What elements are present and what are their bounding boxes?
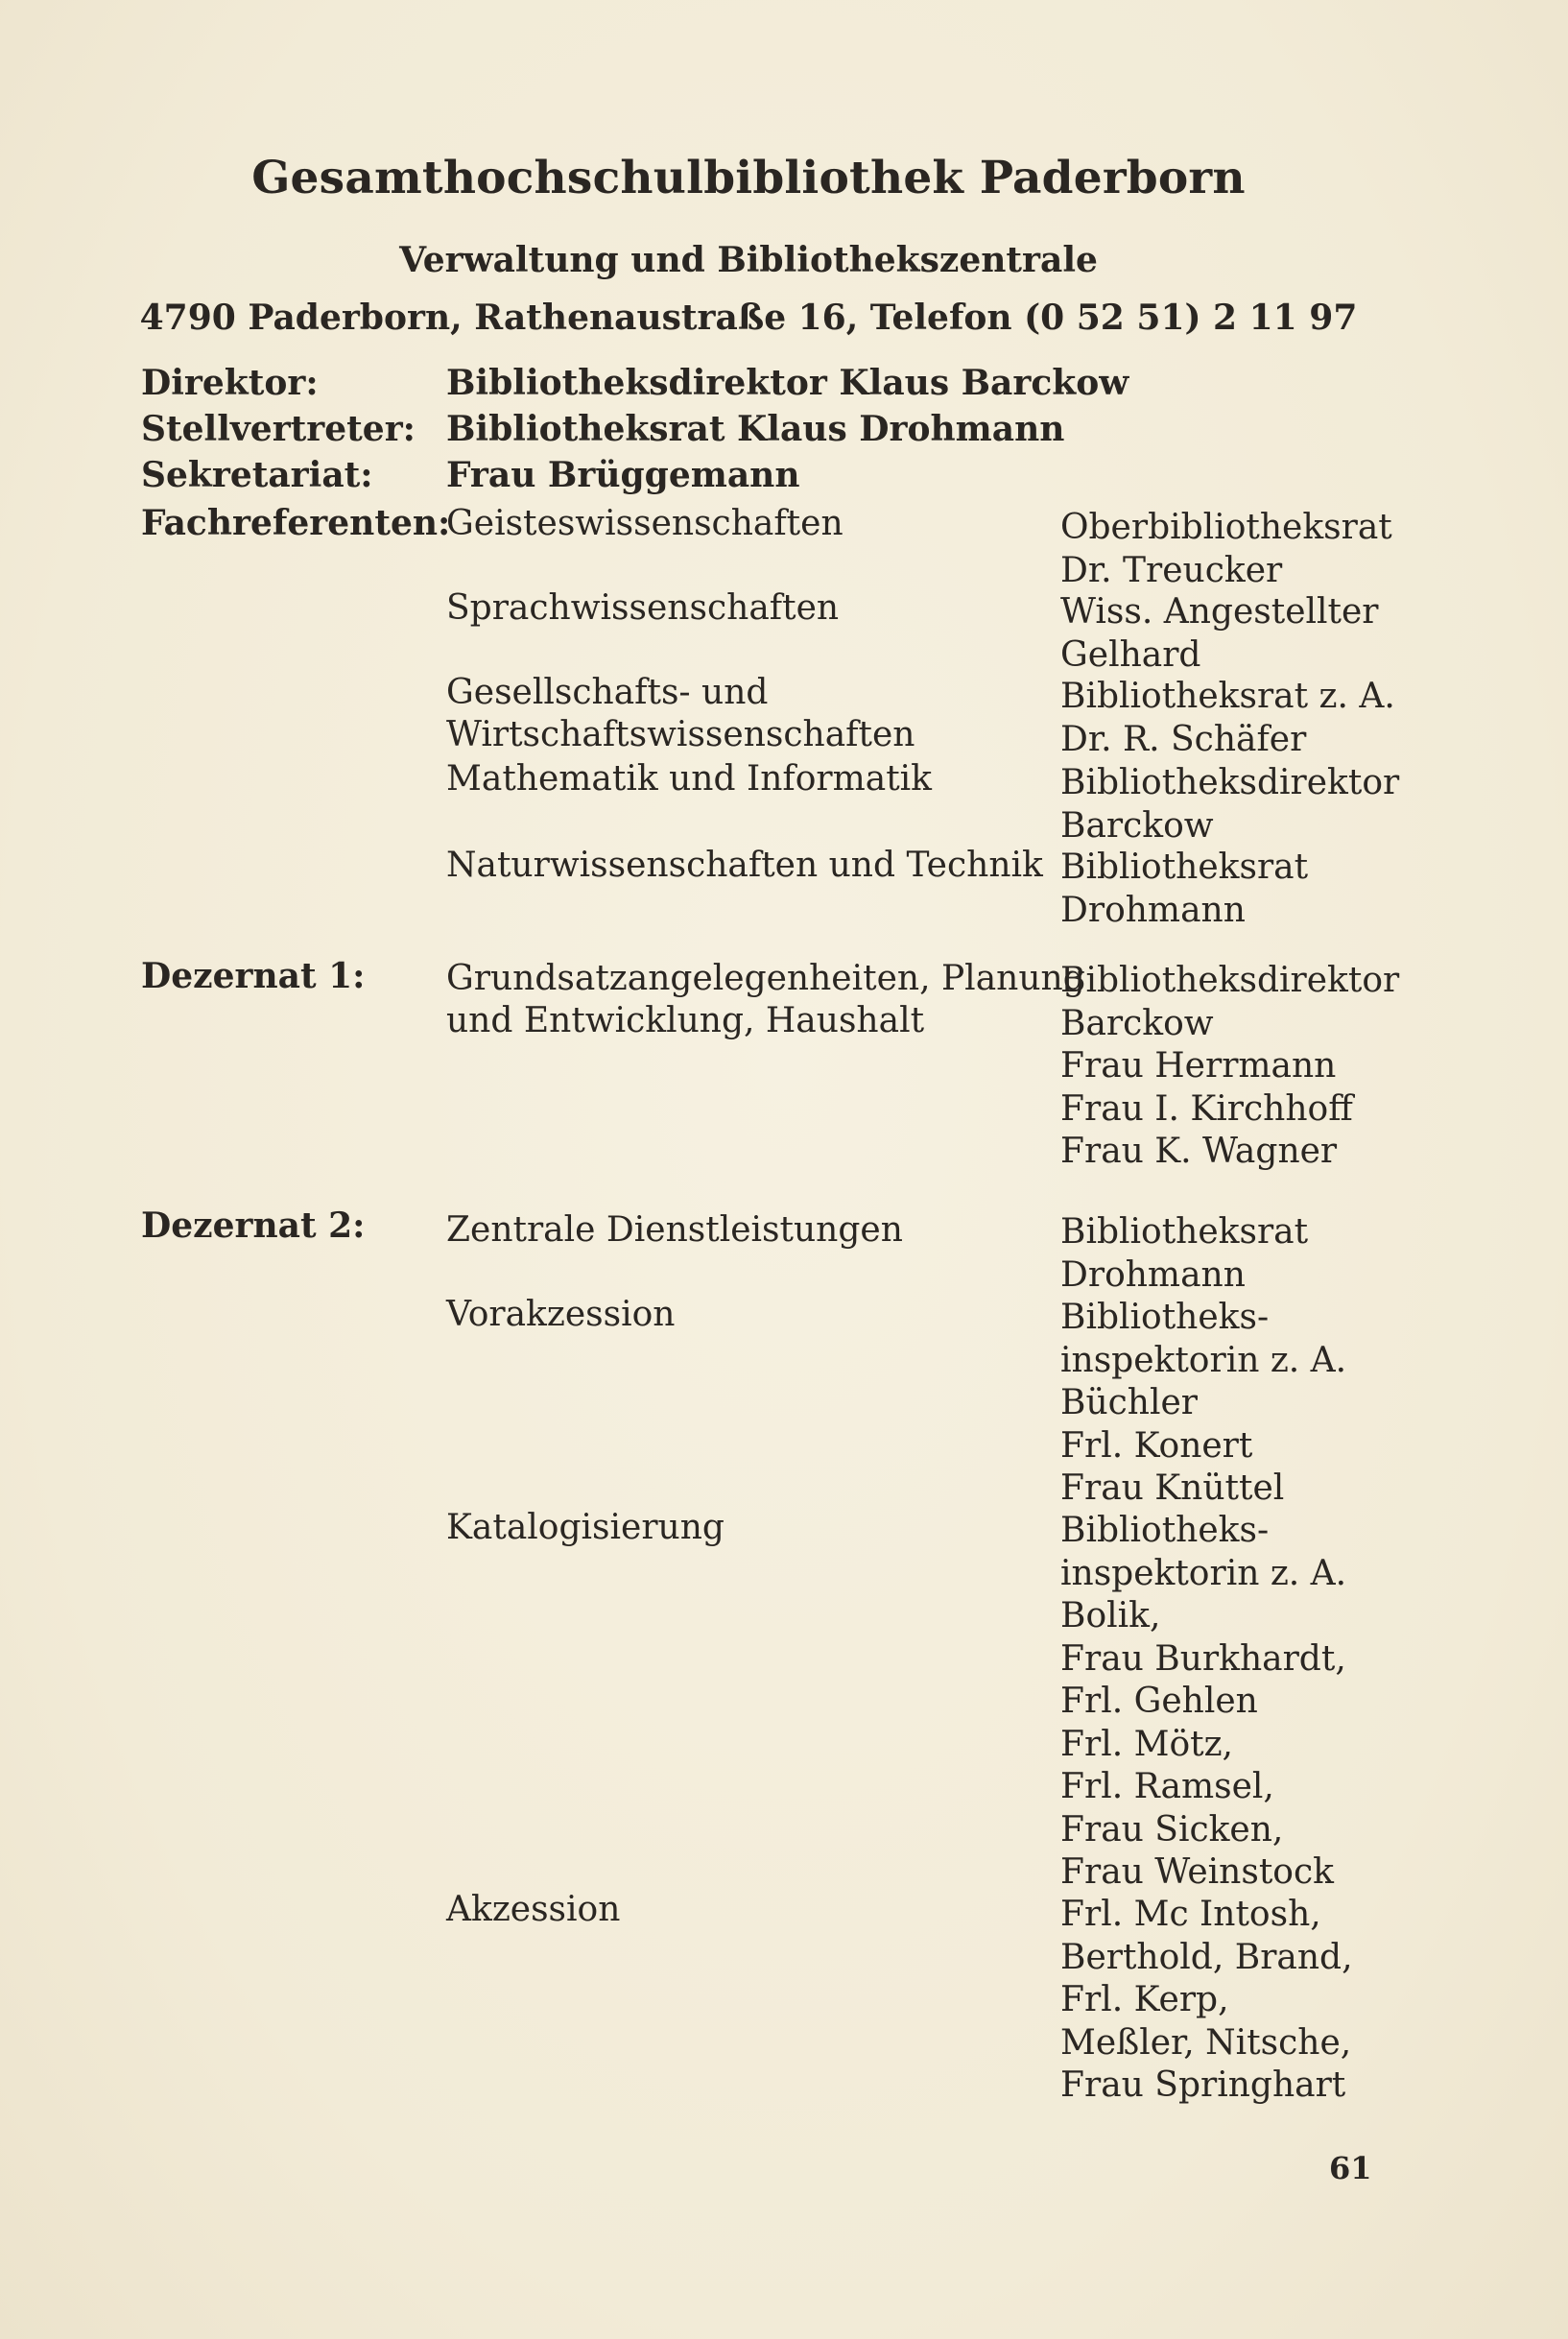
person-line: Bibliotheksdirektor <box>1060 763 1400 802</box>
secretariat-label: Sekretariat: <box>141 455 373 495</box>
person-line: Frau Springhart <box>1060 2065 1346 2105</box>
person-line: inspektorin z. A. <box>1060 1553 1347 1593</box>
director-row <box>0 363 1568 411</box>
director-label: Direktor: <box>141 363 319 403</box>
dezernat-1-label: Dezernat 1: <box>141 956 366 996</box>
area-line: Vorakzession <box>446 1295 676 1334</box>
fach-entry-1-area <box>446 503 1041 545</box>
person-line: Wiss. Angestellter <box>1060 592 1379 632</box>
person-line: Frl. Mötz, <box>1060 1724 1233 1764</box>
person-line: Frau Weinstock <box>1060 1852 1334 1892</box>
dezernat-1-area <box>446 958 1085 1042</box>
fach-entry-5-people <box>1060 847 1540 932</box>
area-line: Geisteswissenschaften <box>446 504 843 543</box>
person-line: Drohmann <box>1060 1254 1246 1295</box>
fach-entry-5-area <box>446 845 1041 887</box>
secretariat-row <box>0 455 1568 503</box>
fach-entry-3-people <box>1060 676 1540 761</box>
dez2-entry-1-area <box>446 1209 1041 1252</box>
page-number: 61 <box>1329 2150 1372 2186</box>
page-title: Gesamthochschulbibliothek Paderborn <box>251 152 1246 204</box>
deputy-value: Bibliotheksrat Klaus Drohmann <box>446 409 1065 449</box>
deputy-row <box>0 409 1568 457</box>
person-line: Gelhard <box>1060 634 1201 675</box>
person-line: Frau K. Wagner <box>1060 1132 1338 1171</box>
person-line: Bibliotheksrat <box>1060 1212 1309 1252</box>
person-line: Bibliotheks- <box>1060 1511 1270 1550</box>
person-line: Drohmann <box>1060 890 1246 930</box>
fach-entry-4-area <box>446 758 1041 800</box>
person-line: Frau Knüttel <box>1060 1468 1285 1508</box>
area-line: Katalogisierung <box>446 1508 725 1547</box>
person-line: Frl. Konert <box>1060 1425 1253 1466</box>
person-line: Bolik, <box>1060 1596 1161 1635</box>
dez2-entry-3-people <box>1060 1510 1540 1895</box>
fach-entry-4-people <box>1060 762 1540 847</box>
fach-entry-2-people <box>1060 591 1540 677</box>
area-line: Grundsatzangelegenheiten, Planung <box>446 959 1085 998</box>
person-line: Berthold, Brand, <box>1060 1937 1353 1977</box>
person-line: Frl. Mc Intosh, <box>1060 1895 1321 1934</box>
dezernat-1-people <box>1060 960 1540 1174</box>
person-line: Bibliotheks- <box>1060 1298 1270 1337</box>
dez2-entry-2-area <box>446 1294 1041 1336</box>
person-line: Frl. Kerp, <box>1060 1980 1229 2019</box>
person-line: Meßler, Nitsche, <box>1060 2022 1352 2063</box>
person-line: Frau I. Kirchhoff <box>1060 1088 1353 1129</box>
dez2-entry-1-people <box>1060 1211 1540 1297</box>
area-line: Wirtschaftswissenschaften <box>446 715 915 754</box>
secretariat-value: Frau Brüggemann <box>446 455 800 495</box>
person-line: Frau Herrmann <box>1060 1046 1337 1086</box>
person-line: Dr. R. Schäfer <box>1060 719 1307 759</box>
area-line: Zentrale Dienstleistungen <box>446 1210 903 1250</box>
dez2-entry-4-people <box>1060 1894 1540 2108</box>
person-line: Frau Burkhardt, <box>1060 1638 1346 1679</box>
area-line: und Entwicklung, Haushalt <box>446 1001 925 1040</box>
person-line: Oberbibliotheksrat <box>1060 508 1392 547</box>
area-line: Gesellschafts- und <box>446 673 769 712</box>
area-line: Mathematik und Informatik <box>446 759 932 799</box>
area-line: Akzession <box>446 1890 621 1929</box>
dez2-entry-4-area <box>446 1889 1041 1931</box>
area-line: Naturwissenschaften und Technik <box>446 846 1043 885</box>
person-line: Büchler <box>1060 1383 1199 1422</box>
person-line: Bibliotheksrat z. A. <box>1060 677 1395 716</box>
dez2-entry-2-people <box>1060 1297 1540 1511</box>
address-line: 4790 Paderborn, Rathenaustraße 16, Telefon (0 52 51) 2 11 97 <box>139 298 1358 338</box>
person-line: Barckow <box>1060 805 1214 846</box>
person-line: Bibliotheksdirektor <box>1060 961 1400 1000</box>
fachreferenten-label: Fachreferenten: <box>141 503 451 543</box>
person-line: Dr. Treucker <box>1060 550 1283 590</box>
fach-entry-3-area <box>446 672 1041 756</box>
deputy-label: Stellvertreter: <box>141 409 416 449</box>
person-line: Frl. Ramsel, <box>1060 1767 1274 1806</box>
person-line: inspektorin z. A. <box>1060 1340 1347 1380</box>
person-line: Frau Sicken, <box>1060 1809 1284 1850</box>
dez2-entry-3-area <box>446 1507 1041 1549</box>
page-subtitle: Verwaltung und Bibliothekszentrale <box>399 240 1098 280</box>
fach-entry-2-area <box>446 587 1041 630</box>
dezernat-2-label: Dezernat 2: <box>141 1205 366 1246</box>
person-line: Bibliotheksrat <box>1060 847 1309 887</box>
director-value: Bibliotheksdirektor Klaus Barckow <box>446 363 1129 403</box>
person-line: Frl. Gehlen <box>1060 1682 1258 1721</box>
fach-entry-1-people <box>1060 507 1540 592</box>
person-line: Barckow <box>1060 1003 1214 1043</box>
area-line: Sprachwissenschaften <box>446 588 840 628</box>
